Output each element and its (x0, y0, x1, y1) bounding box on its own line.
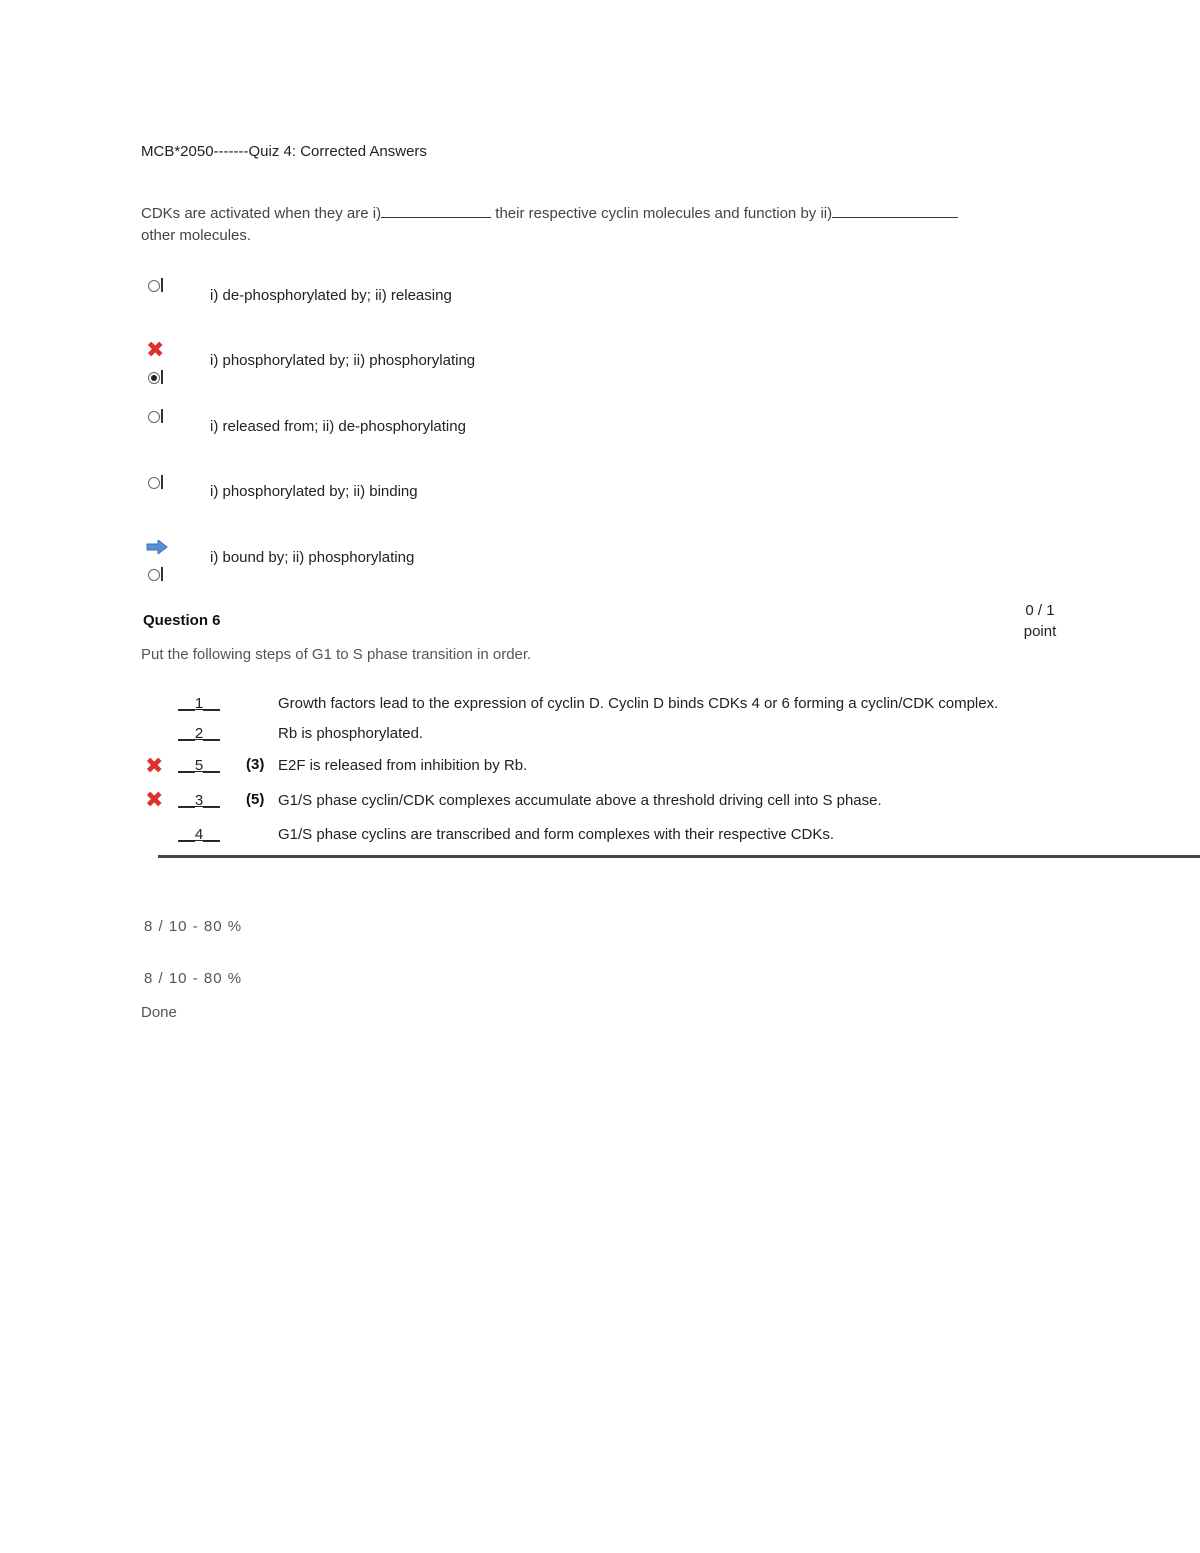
radio-button[interactable] (148, 280, 160, 292)
option-label: i) released from; ii) de-phosphorylating (210, 418, 466, 435)
order-answer[interactable]: __3__ (178, 792, 220, 809)
option-label: i) de-phosphorylated by; ii) releasing (210, 287, 452, 304)
option-label: i) phosphorylated by; ii) binding (210, 483, 418, 500)
order-correction: (5) (246, 791, 265, 808)
order-step-text: E2F is released from inhibition by Rb. (278, 757, 528, 774)
score-unit: point (1023, 623, 1057, 640)
radio-bar (161, 409, 163, 423)
option-label: i) bound by; ii) phosphorylating (210, 549, 415, 566)
order-step-text: Growth factors lead to the expression of cyclin D. Cyclin D binds CDKs 4 or 6 forming a cyclin/CDK complex. (278, 695, 999, 712)
radio-bar (161, 278, 163, 292)
option-label: i) phosphorylated by; ii) phosphorylating (210, 352, 476, 369)
question-6-prompt: Put the following steps of G1 to S phase transition in order. (141, 646, 532, 663)
done-link[interactable]: Done (141, 1004, 177, 1021)
order-answer[interactable]: __4__ (178, 826, 220, 843)
page-title: MCB*2050-------Quiz 4: Corrected Answers (141, 143, 427, 160)
incorrect-icon: ✖ (145, 753, 164, 778)
incorrect-icon: ✖ (145, 787, 164, 812)
order-correction: (3) (246, 756, 265, 773)
score-value: 0 / 1 (1025, 602, 1055, 619)
order-answer[interactable]: __1__ (178, 695, 220, 712)
order-answer[interactable]: __2__ (178, 725, 220, 742)
question-5-text-part3: other molecules. (141, 227, 252, 244)
blank-ii (832, 203, 958, 218)
radio-button[interactable] (148, 477, 160, 489)
radio-bar (161, 567, 163, 581)
incorrect-icon: ✖ (146, 337, 165, 362)
radio-button-selected[interactable] (148, 372, 160, 384)
question-5-text-part1: CDKs are activated when they are i) (141, 205, 382, 222)
order-answer[interactable]: __5__ (178, 757, 220, 774)
order-step-text: G1/S phase cyclin/CDK complexes accumulate above a threshold driving cell into S phase. (278, 792, 882, 809)
radio-button[interactable] (148, 569, 160, 581)
correct-answer-arrow-icon (146, 540, 168, 554)
radio-bar (161, 370, 163, 384)
question-5-text-part2: their respective cyclin molecules and function by ii) (491, 205, 833, 222)
radio-bar (161, 475, 163, 489)
grade-summary-repeat: 8 / 10 - 80 % (144, 970, 243, 987)
order-step-text: G1/S phase cyclins are transcribed and form complexes with their respective CDKs. (278, 826, 835, 843)
radio-button[interactable] (148, 411, 160, 423)
blank-i (381, 203, 491, 218)
order-step-text: Rb is phosphorylated. (278, 725, 424, 742)
question-5-text (141, 203, 1101, 247)
question-6-title: Question 6 (143, 612, 221, 629)
question-6-score (1010, 600, 1070, 642)
grade-summary: 8 / 10 - 80 % (144, 918, 243, 935)
divider (158, 855, 1200, 858)
